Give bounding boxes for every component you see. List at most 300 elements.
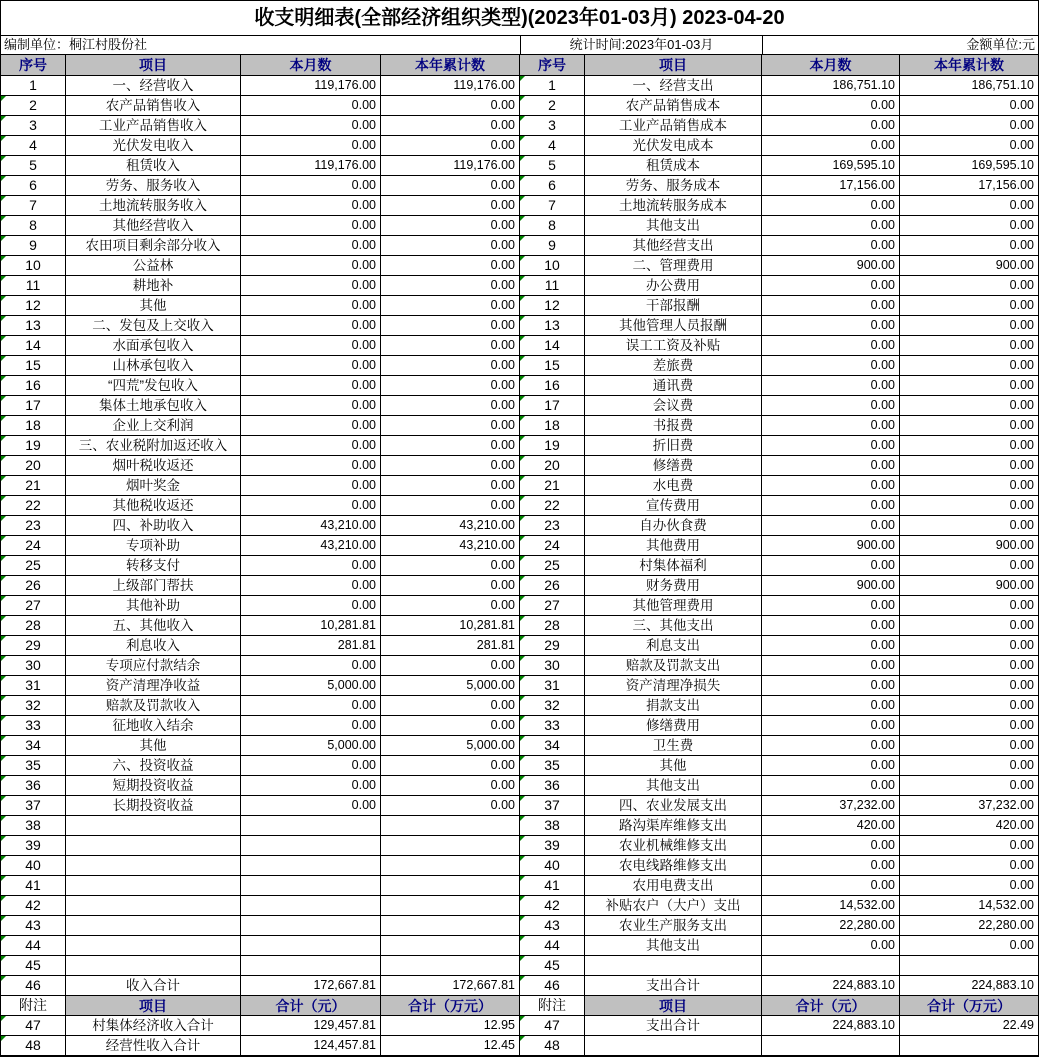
income-month-value-cell[interactable]: 0.00: [241, 576, 381, 596]
income-month-value-cell[interactable]: 0.00: [241, 596, 381, 616]
income-item-cell[interactable]: 其他补助: [66, 596, 241, 616]
column-header-income-2[interactable]: 本月数: [241, 55, 381, 76]
income-month-value-cell[interactable]: 5,000.00: [241, 676, 381, 696]
expense-row-number-cell[interactable]: 5: [520, 156, 585, 176]
income-row-number-cell[interactable]: 32: [1, 696, 66, 716]
income-row-number-cell[interactable]: 12: [1, 296, 66, 316]
income-ytd-value-cell[interactable]: 0.00: [381, 576, 520, 596]
income-ytd-value-cell[interactable]: [381, 916, 520, 936]
income-row-number-cell[interactable]: 18: [1, 416, 66, 436]
income-item-cell[interactable]: 耕地补: [66, 276, 241, 296]
income-item-cell[interactable]: 其他税收返还: [66, 496, 241, 516]
income-row-number-cell[interactable]: 27: [1, 596, 66, 616]
income-ytd-value-cell[interactable]: 0.00: [381, 416, 520, 436]
expense-month-value-cell[interactable]: 0.00: [762, 376, 900, 396]
income-item-cell[interactable]: [66, 936, 241, 956]
expense-row-number-cell[interactable]: 11: [520, 276, 585, 296]
income-item-cell[interactable]: 其他: [66, 736, 241, 756]
income-row-number-cell[interactable]: 31: [1, 676, 66, 696]
expense-item-cell[interactable]: 农业机械维修支出: [585, 836, 762, 856]
income-row-number-cell[interactable]: 20: [1, 456, 66, 476]
expense-note-total-yuan-header[interactable]: 合计（元）: [762, 996, 900, 1016]
expense-ytd-value-cell[interactable]: 37,232.00: [900, 796, 1038, 816]
income-month-value-cell[interactable]: 0.00: [241, 776, 381, 796]
expense-row-number-cell[interactable]: 44: [520, 936, 585, 956]
income-item-cell[interactable]: 二、发包及上交收入: [66, 316, 241, 336]
column-header-income-3[interactable]: 本年累计数: [381, 55, 520, 76]
income-ytd-value-cell[interactable]: 0.00: [381, 96, 520, 116]
income-row-number-cell[interactable]: 29: [1, 636, 66, 656]
income-ytd-value-cell[interactable]: 0.00: [381, 176, 520, 196]
income-item-cell[interactable]: 六、投资收益: [66, 756, 241, 776]
expense-row-number-cell[interactable]: 26: [520, 576, 585, 596]
expense-item-cell[interactable]: 自办伙食费: [585, 516, 762, 536]
expense-month-value-cell[interactable]: 0.00: [762, 556, 900, 576]
expense-item-cell[interactable]: 赔款及罚款支出: [585, 656, 762, 676]
expense-row-number-cell[interactable]: 23: [520, 516, 585, 536]
expense-ytd-value-cell[interactable]: 420.00: [900, 816, 1038, 836]
income-month-value-cell[interactable]: 281.81: [241, 636, 381, 656]
income-ytd-value-cell[interactable]: 5,000.00: [381, 736, 520, 756]
expense-row-number-cell[interactable]: 29: [520, 636, 585, 656]
expense-ytd-value-cell[interactable]: 0.00: [900, 736, 1038, 756]
expense-row-number-cell[interactable]: 31: [520, 676, 585, 696]
expense-row-number-cell[interactable]: 7: [520, 196, 585, 216]
expense-item-cell[interactable]: 其他: [585, 756, 762, 776]
income-ytd-value-cell[interactable]: 119,176.00: [381, 76, 520, 96]
expense-ytd-value-cell[interactable]: 900.00: [900, 576, 1038, 596]
income-item-cell[interactable]: 利息收入: [66, 636, 241, 656]
expense-item-cell[interactable]: 四、农业发展支出: [585, 796, 762, 816]
income-month-value-cell[interactable]: 172,667.81: [241, 976, 381, 996]
income-month-value-cell[interactable]: 0.00: [241, 456, 381, 476]
income-ytd-value-cell[interactable]: 281.81: [381, 636, 520, 656]
expense-item-cell[interactable]: 补贴农户（大户）支出: [585, 896, 762, 916]
expense-row-number-cell[interactable]: 35: [520, 756, 585, 776]
income-month-value-cell[interactable]: 119,176.00: [241, 76, 381, 96]
expense-ytd-value-cell[interactable]: 0.00: [900, 396, 1038, 416]
expense-month-value-cell[interactable]: 186,751.10: [762, 76, 900, 96]
income-ytd-value-cell[interactable]: [381, 876, 520, 896]
expense-month-value-cell[interactable]: 0.00: [762, 316, 900, 336]
income-item-cell[interactable]: 一、经营收入: [66, 76, 241, 96]
income-ytd-value-cell[interactable]: 0.00: [381, 236, 520, 256]
income-item-cell[interactable]: 公益林: [66, 256, 241, 276]
expense-ytd-value-cell[interactable]: 0.00: [900, 356, 1038, 376]
expense-month-value-cell[interactable]: 0.00: [762, 696, 900, 716]
expense-month-value-cell[interactable]: [762, 956, 900, 976]
expense-row-number-cell[interactable]: 47: [520, 1016, 585, 1036]
expense-ytd-value-cell[interactable]: 900.00: [900, 536, 1038, 556]
expense-month-value-cell[interactable]: 0.00: [762, 636, 900, 656]
income-month-value-cell[interactable]: 0.00: [241, 416, 381, 436]
income-month-value-cell[interactable]: 0.00: [241, 556, 381, 576]
income-row-number-cell[interactable]: 46: [1, 976, 66, 996]
expense-row-number-cell[interactable]: 17: [520, 396, 585, 416]
income-row-number-cell[interactable]: 34: [1, 736, 66, 756]
expense-ytd-value-cell[interactable]: 0.00: [900, 496, 1038, 516]
income-item-cell[interactable]: [66, 916, 241, 936]
expense-row-number-cell[interactable]: 25: [520, 556, 585, 576]
expense-item-cell[interactable]: 通讯费: [585, 376, 762, 396]
expense-item-cell[interactable]: 二、管理费用: [585, 256, 762, 276]
income-month-value-cell[interactable]: 5,000.00: [241, 736, 381, 756]
expense-ytd-value-cell[interactable]: 0.00: [900, 596, 1038, 616]
expense-row-number-cell[interactable]: 42: [520, 896, 585, 916]
income-item-cell[interactable]: 转移支付: [66, 556, 241, 576]
expense-ytd-value-cell[interactable]: 0.00: [900, 636, 1038, 656]
income-ytd-value-cell[interactable]: 5,000.00: [381, 676, 520, 696]
expense-ytd-value-cell[interactable]: 0.00: [900, 756, 1038, 776]
income-item-cell[interactable]: 村集体经济收入合计: [66, 1016, 241, 1036]
income-month-value-cell[interactable]: 0.00: [241, 96, 381, 116]
expense-ytd-value-cell[interactable]: 0.00: [900, 836, 1038, 856]
income-ytd-value-cell[interactable]: 0.00: [381, 776, 520, 796]
income-item-cell[interactable]: 五、其他收入: [66, 616, 241, 636]
expense-row-number-cell[interactable]: 13: [520, 316, 585, 336]
income-row-number-cell[interactable]: 13: [1, 316, 66, 336]
expense-month-value-cell[interactable]: 0.00: [762, 276, 900, 296]
expense-item-cell[interactable]: 折旧费: [585, 436, 762, 456]
income-ytd-value-cell[interactable]: 0.00: [381, 316, 520, 336]
income-ytd-value-cell[interactable]: 0.00: [381, 656, 520, 676]
income-row-number-cell[interactable]: 35: [1, 756, 66, 776]
income-ytd-value-cell[interactable]: [381, 936, 520, 956]
expense-row-number-cell[interactable]: 2: [520, 96, 585, 116]
income-month-value-cell[interactable]: 0.00: [241, 296, 381, 316]
expense-ytd-value-cell[interactable]: 224,883.10: [900, 976, 1038, 996]
income-item-cell[interactable]: 企业上交利润: [66, 416, 241, 436]
expense-ytd-value-cell[interactable]: 0.00: [900, 316, 1038, 336]
income-row-number-cell[interactable]: 39: [1, 836, 66, 856]
income-month-value-cell[interactable]: 0.00: [241, 356, 381, 376]
income-item-cell[interactable]: 农田项目剩余部分收入: [66, 236, 241, 256]
income-row-number-cell[interactable]: 7: [1, 196, 66, 216]
expense-ytd-value-cell[interactable]: 0.00: [900, 656, 1038, 676]
expense-row-number-cell[interactable]: 46: [520, 976, 585, 996]
income-row-number-cell[interactable]: 37: [1, 796, 66, 816]
income-month-value-cell[interactable]: 0.00: [241, 116, 381, 136]
income-row-number-cell[interactable]: 38: [1, 816, 66, 836]
income-item-cell[interactable]: 经营性收入合计: [66, 1036, 241, 1056]
income-item-cell[interactable]: 四、补助收入: [66, 516, 241, 536]
income-month-value-cell[interactable]: [241, 856, 381, 876]
expense-item-cell[interactable]: 支出合计: [585, 976, 762, 996]
expense-ytd-value-cell[interactable]: 22.49: [900, 1016, 1038, 1036]
expense-item-cell[interactable]: 其他费用: [585, 536, 762, 556]
expense-ytd-value-cell[interactable]: 0.00: [900, 296, 1038, 316]
expense-ytd-value-cell[interactable]: 0.00: [900, 336, 1038, 356]
income-ytd-value-cell[interactable]: 43,210.00: [381, 516, 520, 536]
income-row-number-cell[interactable]: 3: [1, 116, 66, 136]
expense-month-value-cell[interactable]: 900.00: [762, 536, 900, 556]
income-month-value-cell[interactable]: 0.00: [241, 316, 381, 336]
income-item-cell[interactable]: 烟叶税收返还: [66, 456, 241, 476]
income-month-value-cell[interactable]: 0.00: [241, 136, 381, 156]
income-row-number-cell[interactable]: 11: [1, 276, 66, 296]
expense-row-number-cell[interactable]: 6: [520, 176, 585, 196]
income-row-number-cell[interactable]: 44: [1, 936, 66, 956]
income-note-total-yuan-header[interactable]: 合计（元）: [241, 996, 381, 1016]
expense-ytd-value-cell[interactable]: 0.00: [900, 436, 1038, 456]
income-ytd-value-cell[interactable]: 172,667.81: [381, 976, 520, 996]
expense-item-cell[interactable]: 资产清理净损失: [585, 676, 762, 696]
expense-month-value-cell[interactable]: 0.00: [762, 196, 900, 216]
income-row-number-cell[interactable]: 2: [1, 96, 66, 116]
expense-item-cell[interactable]: 其他经营支出: [585, 236, 762, 256]
expense-month-value-cell[interactable]: 0.00: [762, 716, 900, 736]
income-item-cell[interactable]: 工业产品销售收入: [66, 116, 241, 136]
income-item-cell[interactable]: 烟叶奖金: [66, 476, 241, 496]
income-row-number-cell[interactable]: 41: [1, 876, 66, 896]
income-ytd-value-cell[interactable]: 119,176.00: [381, 156, 520, 176]
expense-month-value-cell[interactable]: 0.00: [762, 396, 900, 416]
income-item-cell[interactable]: 光伏发电收入: [66, 136, 241, 156]
income-ytd-value-cell[interactable]: 12.45: [381, 1036, 520, 1056]
expense-row-number-cell[interactable]: 20: [520, 456, 585, 476]
column-header-expense-1[interactable]: 项目: [585, 55, 762, 76]
income-row-number-cell[interactable]: 43: [1, 916, 66, 936]
expense-item-cell[interactable]: 农产品销售成本: [585, 96, 762, 116]
income-note-label-cell[interactable]: 附注: [1, 996, 66, 1016]
income-row-number-cell[interactable]: 10: [1, 256, 66, 276]
income-ytd-value-cell[interactable]: 0.00: [381, 596, 520, 616]
income-month-value-cell[interactable]: 0.00: [241, 376, 381, 396]
income-row-number-cell[interactable]: 42: [1, 896, 66, 916]
income-item-cell[interactable]: 三、农业税附加返还收入: [66, 436, 241, 456]
expense-item-cell[interactable]: 误工工资及补贴: [585, 336, 762, 356]
income-month-value-cell[interactable]: 43,210.00: [241, 536, 381, 556]
expense-item-cell[interactable]: 水电费: [585, 476, 762, 496]
income-ytd-value-cell[interactable]: 0.00: [381, 396, 520, 416]
expense-month-value-cell[interactable]: 17,156.00: [762, 176, 900, 196]
expense-month-value-cell[interactable]: 900.00: [762, 256, 900, 276]
expense-ytd-value-cell[interactable]: 0.00: [900, 136, 1038, 156]
income-row-number-cell[interactable]: 9: [1, 236, 66, 256]
expense-item-cell[interactable]: 修缮费用: [585, 716, 762, 736]
income-item-cell[interactable]: 专项应付款结余: [66, 656, 241, 676]
income-month-value-cell[interactable]: 0.00: [241, 276, 381, 296]
expense-item-cell[interactable]: 支出合计: [585, 1016, 762, 1036]
income-month-value-cell[interactable]: 0.00: [241, 476, 381, 496]
income-item-cell[interactable]: 上级部门帮扶: [66, 576, 241, 596]
income-ytd-value-cell[interactable]: [381, 896, 520, 916]
income-item-cell[interactable]: [66, 956, 241, 976]
income-row-number-cell[interactable]: 6: [1, 176, 66, 196]
expense-month-value-cell[interactable]: 0.00: [762, 736, 900, 756]
expense-item-cell[interactable]: 农电线路维修支出: [585, 856, 762, 876]
expense-month-value-cell[interactable]: 0.00: [762, 876, 900, 896]
expense-row-number-cell[interactable]: 1: [520, 76, 585, 96]
expense-ytd-value-cell[interactable]: 0.00: [900, 776, 1038, 796]
expense-item-cell[interactable]: 其他支出: [585, 776, 762, 796]
income-note-item-header[interactable]: 项目: [66, 996, 241, 1016]
income-row-number-cell[interactable]: 24: [1, 536, 66, 556]
expense-ytd-value-cell[interactable]: 0.00: [900, 476, 1038, 496]
expense-row-number-cell[interactable]: 22: [520, 496, 585, 516]
income-row-number-cell[interactable]: 21: [1, 476, 66, 496]
expense-row-number-cell[interactable]: 38: [520, 816, 585, 836]
income-ytd-value-cell[interactable]: 0.00: [381, 556, 520, 576]
expense-item-cell[interactable]: 书报费: [585, 416, 762, 436]
income-row-number-cell[interactable]: 47: [1, 1016, 66, 1036]
expense-row-number-cell[interactable]: 39: [520, 836, 585, 856]
income-month-value-cell[interactable]: 0.00: [241, 336, 381, 356]
expense-month-value-cell[interactable]: 0.00: [762, 296, 900, 316]
expense-ytd-value-cell[interactable]: 17,156.00: [900, 176, 1038, 196]
expense-ytd-value-cell[interactable]: 0.00: [900, 216, 1038, 236]
report-title[interactable]: 收支明细表(全部经济组织类型)(2023年01-03月) 2023-04-20: [1, 1, 1038, 36]
income-month-value-cell[interactable]: 0.00: [241, 656, 381, 676]
expense-note-total-wanyuan-header[interactable]: 合计（万元）: [900, 996, 1038, 1016]
income-month-value-cell[interactable]: [241, 916, 381, 936]
expense-month-value-cell[interactable]: 0.00: [762, 856, 900, 876]
income-month-value-cell[interactable]: 0.00: [241, 716, 381, 736]
income-ytd-value-cell[interactable]: 0.00: [381, 476, 520, 496]
expense-row-number-cell[interactable]: 27: [520, 596, 585, 616]
income-item-cell[interactable]: 专项补助: [66, 536, 241, 556]
expense-ytd-value-cell[interactable]: 0.00: [900, 516, 1038, 536]
expense-item-cell[interactable]: 农用电费支出: [585, 876, 762, 896]
income-ytd-value-cell[interactable]: 10,281.81: [381, 616, 520, 636]
expense-row-number-cell[interactable]: 33: [520, 716, 585, 736]
income-row-number-cell[interactable]: 8: [1, 216, 66, 236]
expense-ytd-value-cell[interactable]: 0.00: [900, 856, 1038, 876]
income-row-number-cell[interactable]: 5: [1, 156, 66, 176]
expense-month-value-cell[interactable]: 0.00: [762, 776, 900, 796]
expense-row-number-cell[interactable]: 32: [520, 696, 585, 716]
expense-item-cell[interactable]: 其他支出: [585, 936, 762, 956]
income-item-cell[interactable]: 短期投资收益: [66, 776, 241, 796]
expense-item-cell[interactable]: 劳务、服务成本: [585, 176, 762, 196]
income-item-cell[interactable]: 山林承包收入: [66, 356, 241, 376]
income-ytd-value-cell[interactable]: 43,210.00: [381, 536, 520, 556]
expense-ytd-value-cell[interactable]: 0.00: [900, 696, 1038, 716]
income-row-number-cell[interactable]: 26: [1, 576, 66, 596]
expense-ytd-value-cell[interactable]: 0.00: [900, 456, 1038, 476]
expense-month-value-cell[interactable]: 0.00: [762, 416, 900, 436]
expense-row-number-cell[interactable]: 10: [520, 256, 585, 276]
income-item-cell[interactable]: 资产清理净收益: [66, 676, 241, 696]
expense-month-value-cell[interactable]: 169,595.10: [762, 156, 900, 176]
income-ytd-value-cell[interactable]: 0.00: [381, 796, 520, 816]
expense-ytd-value-cell[interactable]: 0.00: [900, 616, 1038, 636]
expense-ytd-value-cell[interactable]: 0.00: [900, 936, 1038, 956]
expense-row-number-cell[interactable]: 9: [520, 236, 585, 256]
income-ytd-value-cell[interactable]: 0.00: [381, 336, 520, 356]
income-month-value-cell[interactable]: 0.00: [241, 216, 381, 236]
income-month-value-cell[interactable]: [241, 836, 381, 856]
expense-item-cell[interactable]: 三、其他支出: [585, 616, 762, 636]
income-month-value-cell[interactable]: 0.00: [241, 236, 381, 256]
income-month-value-cell[interactable]: 0.00: [241, 256, 381, 276]
column-header-income-0[interactable]: 序号: [1, 55, 66, 76]
expense-row-number-cell[interactable]: 12: [520, 296, 585, 316]
expense-month-value-cell[interactable]: 14,532.00: [762, 896, 900, 916]
income-ytd-value-cell[interactable]: 0.00: [381, 276, 520, 296]
income-item-cell[interactable]: 收入合计: [66, 976, 241, 996]
income-row-number-cell[interactable]: 36: [1, 776, 66, 796]
income-ytd-value-cell[interactable]: 0.00: [381, 216, 520, 236]
expense-row-number-cell[interactable]: 36: [520, 776, 585, 796]
expense-note-item-header[interactable]: 项目: [585, 996, 762, 1016]
expense-row-number-cell[interactable]: 41: [520, 876, 585, 896]
expense-ytd-value-cell[interactable]: 0.00: [900, 376, 1038, 396]
column-header-expense-2[interactable]: 本月数: [762, 55, 900, 76]
expense-row-number-cell[interactable]: 15: [520, 356, 585, 376]
expense-row-number-cell[interactable]: 48: [520, 1036, 585, 1056]
income-item-cell[interactable]: 其他经营收入: [66, 216, 241, 236]
income-row-number-cell[interactable]: 14: [1, 336, 66, 356]
expense-month-value-cell[interactable]: 900.00: [762, 576, 900, 596]
expense-month-value-cell[interactable]: 0.00: [762, 96, 900, 116]
income-month-value-cell[interactable]: [241, 956, 381, 976]
income-month-value-cell[interactable]: 0.00: [241, 196, 381, 216]
expense-month-value-cell[interactable]: 0.00: [762, 216, 900, 236]
expense-ytd-value-cell[interactable]: 0.00: [900, 556, 1038, 576]
income-row-number-cell[interactable]: 15: [1, 356, 66, 376]
income-month-value-cell[interactable]: 0.00: [241, 436, 381, 456]
income-month-value-cell[interactable]: 0.00: [241, 696, 381, 716]
expense-month-value-cell[interactable]: [762, 1036, 900, 1056]
income-month-value-cell[interactable]: 0.00: [241, 796, 381, 816]
income-note-total-wanyuan-header[interactable]: 合计（万元）: [381, 996, 520, 1016]
expense-row-number-cell[interactable]: 28: [520, 616, 585, 636]
income-item-cell[interactable]: 集体土地承包收入: [66, 396, 241, 416]
expense-row-number-cell[interactable]: 24: [520, 536, 585, 556]
income-item-cell[interactable]: 土地流转服务收入: [66, 196, 241, 216]
expense-item-cell[interactable]: 一、经营支出: [585, 76, 762, 96]
expense-month-value-cell[interactable]: 224,883.10: [762, 1016, 900, 1036]
income-month-value-cell[interactable]: 43,210.00: [241, 516, 381, 536]
expense-item-cell[interactable]: 租赁成本: [585, 156, 762, 176]
income-month-value-cell[interactable]: 119,176.00: [241, 156, 381, 176]
expense-item-cell[interactable]: 干部报酬: [585, 296, 762, 316]
expense-ytd-value-cell[interactable]: 900.00: [900, 256, 1038, 276]
expense-ytd-value-cell[interactable]: 0.00: [900, 716, 1038, 736]
expense-row-number-cell[interactable]: 8: [520, 216, 585, 236]
expense-month-value-cell[interactable]: 0.00: [762, 456, 900, 476]
income-month-value-cell[interactable]: 0.00: [241, 756, 381, 776]
income-row-number-cell[interactable]: 19: [1, 436, 66, 456]
income-item-cell[interactable]: 劳务、服务收入: [66, 176, 241, 196]
expense-item-cell[interactable]: 工业产品销售成本: [585, 116, 762, 136]
expense-ytd-value-cell[interactable]: 14,532.00: [900, 896, 1038, 916]
column-header-expense-3[interactable]: 本年累计数: [900, 55, 1038, 76]
stat-time-cell[interactable]: 统计时间:2023年01-03月: [520, 36, 763, 54]
income-month-value-cell[interactable]: 0.00: [241, 496, 381, 516]
expense-ytd-value-cell[interactable]: [900, 956, 1038, 976]
income-ytd-value-cell[interactable]: 0.00: [381, 196, 520, 216]
income-row-number-cell[interactable]: 16: [1, 376, 66, 396]
amount-unit-cell[interactable]: 金额单位:元: [966, 37, 1035, 52]
income-row-number-cell[interactable]: 40: [1, 856, 66, 876]
income-ytd-value-cell[interactable]: 0.00: [381, 116, 520, 136]
expense-item-cell[interactable]: [585, 956, 762, 976]
expense-month-value-cell[interactable]: 0.00: [762, 836, 900, 856]
expense-row-number-cell[interactable]: 3: [520, 116, 585, 136]
income-item-cell[interactable]: “四荒”发包收入: [66, 376, 241, 396]
expense-ytd-value-cell[interactable]: 0.00: [900, 96, 1038, 116]
income-ytd-value-cell[interactable]: 0.00: [381, 496, 520, 516]
expense-item-cell[interactable]: 宣传费用: [585, 496, 762, 516]
expense-month-value-cell[interactable]: 0.00: [762, 656, 900, 676]
expense-month-value-cell[interactable]: 0.00: [762, 496, 900, 516]
expense-month-value-cell[interactable]: 22,280.00: [762, 916, 900, 936]
income-item-cell[interactable]: [66, 856, 241, 876]
income-item-cell[interactable]: [66, 876, 241, 896]
income-item-cell[interactable]: 赔款及罚款收入: [66, 696, 241, 716]
